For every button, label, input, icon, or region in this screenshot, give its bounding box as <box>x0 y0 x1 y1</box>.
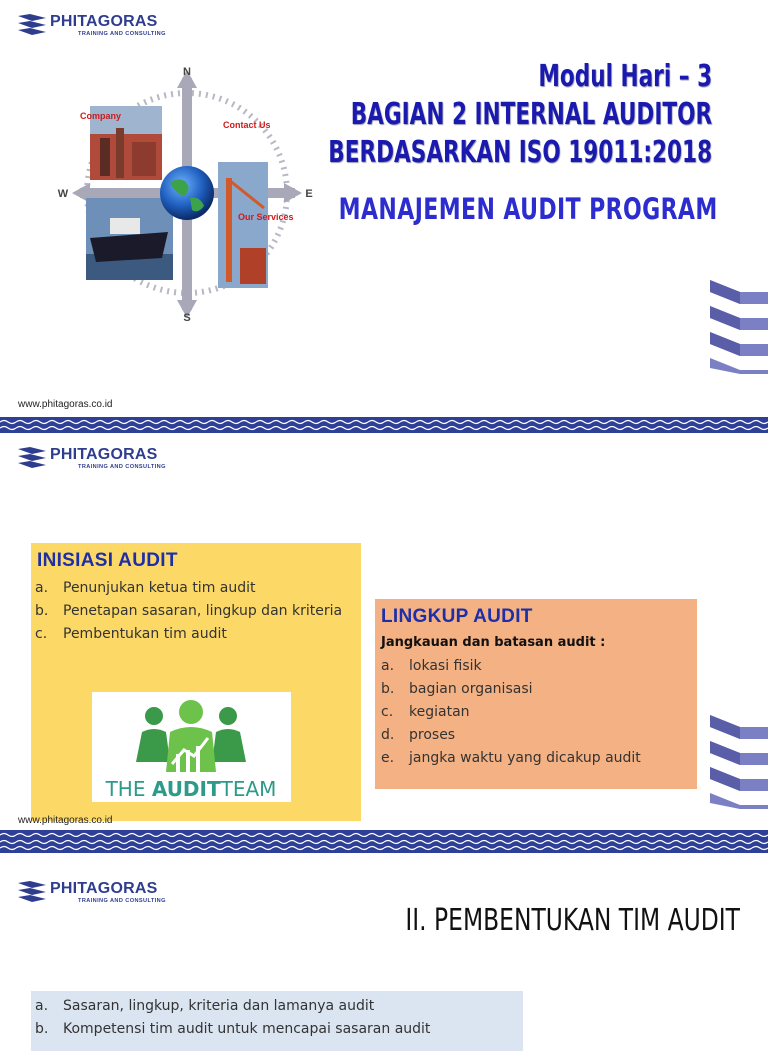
slide-subtitle: MANAJEMEN AUDIT PROGRAM <box>339 192 718 226</box>
team-formation-list <box>35 995 515 1041</box>
scope-list <box>381 655 691 770</box>
compass-east: E <box>305 188 313 200</box>
compass-west: W <box>57 188 69 200</box>
label-company: Company <box>80 111 122 121</box>
audit-team-image <box>92 692 291 802</box>
slide3-title: II. PEMBENTUKAN TIM AUDIT <box>405 903 740 938</box>
website-link[interactable]: www.phitagoras.co.id <box>18 399 113 410</box>
label-contact-us: Contact Us <box>223 120 271 130</box>
chevron-decoration-icon <box>710 715 768 809</box>
title-line-3: BERDASARKAN ISO 19011:2018 <box>328 135 712 170</box>
slide-team-formation <box>0 837 768 1037</box>
list-item: a. lokasi fisik <box>381 658 482 674</box>
initiation-title: INISIASI AUDIT <box>37 550 178 571</box>
brand-name: PHITAGORAS <box>50 446 158 463</box>
scope-title: LINGKUP AUDIT <box>381 606 533 627</box>
chevron-decoration-icon <box>710 280 768 374</box>
list-item: b. bagian organisasi <box>381 681 533 697</box>
brand-name: PHITAGORAS <box>50 13 158 30</box>
scope-subtitle: Jangkauan dan batasan audit : <box>381 635 606 650</box>
phitagoras-logo-icon <box>18 447 46 471</box>
slide-title <box>0 0 768 417</box>
phitagoras-logo-icon <box>18 14 46 38</box>
team-formation-box <box>31 991 523 1051</box>
list-item: e. jangka waktu yang dicakup audit <box>381 750 641 766</box>
initiation-list <box>35 577 355 646</box>
phitagoras-logo-icon <box>18 881 46 905</box>
label-our-services: Our Services <box>238 212 294 222</box>
list-item: c. Pembentukan tim audit <box>35 626 227 642</box>
brand-tagline: TRAINING AND CONSULTING <box>78 464 166 470</box>
brand-logo <box>18 881 166 905</box>
list-item: b. Penetapan sasaran, lingkup dan kriteria <box>35 603 343 619</box>
brand-logo <box>18 14 166 38</box>
list-item: a. Penunjukan ketua tim audit <box>35 580 256 596</box>
compass-south: S <box>183 312 191 324</box>
title-line-2: BAGIAN 2 INTERNAL AUDITOR <box>350 97 712 132</box>
list-item: b. Kompetensi tim audit untuk mencapai sasaran audit <box>35 1021 431 1037</box>
list-item: a. Sasaran, lingkup, kriteria dan lamanya audit <box>35 998 375 1014</box>
title-line-1: Modul Hari – 3 <box>538 59 712 94</box>
compass-north: N <box>183 66 191 78</box>
wave-divider-top <box>0 417 768 433</box>
image-caption: THE AUDITTEAM <box>105 777 277 801</box>
brand-logo <box>18 447 166 471</box>
slide-initiation <box>0 417 768 837</box>
list-item: d. proses <box>381 727 456 743</box>
brand-tagline: TRAINING AND CONSULTING <box>78 898 166 904</box>
wave-divider-top <box>0 837 768 853</box>
list-item: c. kegiatan <box>381 704 470 720</box>
website-link[interactable]: www.phitagoras.co.id <box>18 815 113 826</box>
brand-tagline: TRAINING AND CONSULTING <box>78 31 166 37</box>
initiation-box <box>31 543 361 821</box>
slide-title-block <box>179 58 712 172</box>
scope-box <box>375 599 697 789</box>
brand-name: PHITAGORAS <box>50 880 158 897</box>
